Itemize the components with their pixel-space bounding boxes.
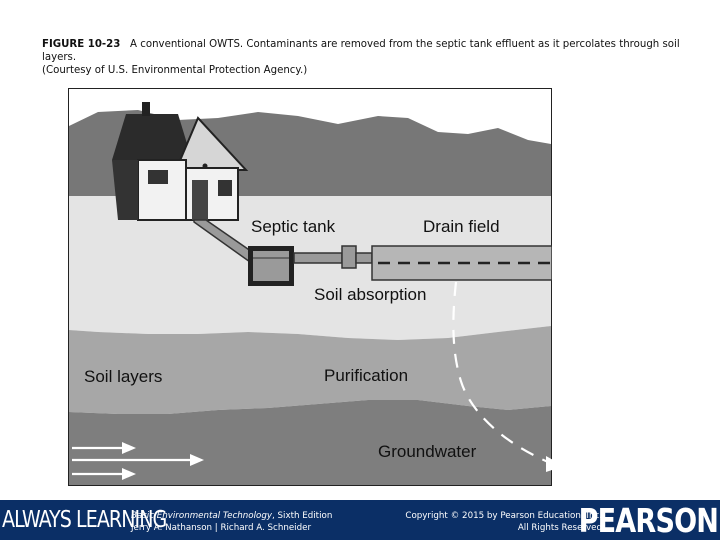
rights-text: All Rights Reserved (517, 523, 602, 533)
label-soil-layers: Soil layers (84, 367, 163, 386)
caption-text: A conventional OWTS. Contaminants are removed from the septic tank effluent as it percolates through soil layers. (42, 39, 680, 63)
label-groundwater: Groundwater (378, 442, 477, 461)
label-septic-tank: Septic tank (251, 217, 336, 236)
label-soil-absorption: Soil absorption (314, 285, 427, 304)
copyright-text: Copyright © 2015 by Pearson Education, Inc. (405, 511, 602, 521)
distribution-box (342, 246, 356, 268)
figure-caption (42, 38, 682, 77)
book-authors: Jerry A. Nathanson | Richard A. Schneider (131, 523, 312, 533)
footer-bar (0, 500, 720, 540)
septic-tank (248, 246, 294, 286)
window-left (148, 170, 168, 184)
door (192, 180, 208, 220)
copyright-info (405, 510, 602, 534)
outlet-pipe (294, 253, 342, 263)
label-drain-field: Drain field (423, 217, 500, 236)
footer-tagline: ALWAYS LEARNING (2, 507, 167, 533)
owts-diagram (68, 88, 552, 486)
window-right (218, 180, 232, 196)
drain-field-trench (372, 246, 552, 280)
book-title: Basic Environmental Technology (131, 511, 272, 521)
owts-diagram-svg (68, 88, 552, 486)
book-info (131, 510, 332, 534)
label-purification: Purification (324, 366, 409, 385)
figure-number: FIGURE 10-23 (42, 39, 121, 50)
pearson-logo: PEARSON (578, 501, 718, 540)
book-edition: , Sixth Edition (272, 511, 333, 521)
caption-credit: (Courtesy of U.S. Environmental Protection Agency.) (42, 65, 308, 76)
connector-pipe (356, 253, 372, 263)
